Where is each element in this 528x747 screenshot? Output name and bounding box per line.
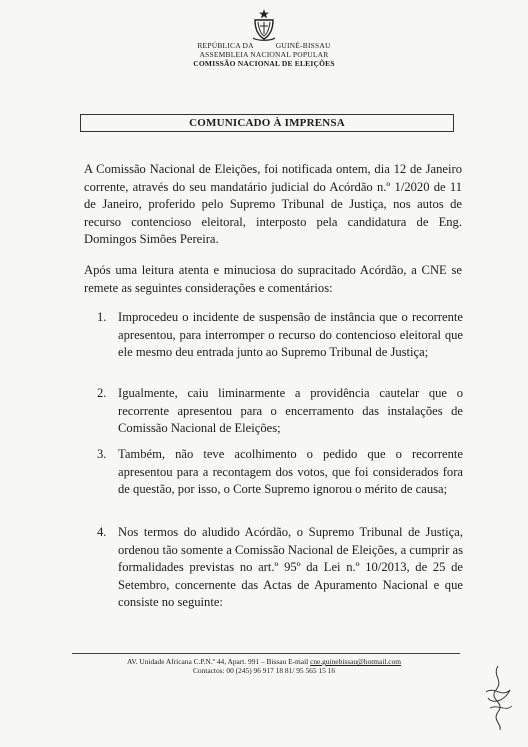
list-item-text: Nos termos do aludido Acórdão, o Supremo Tribunal de Justiça, ordenou tão somente a Comissão Nacional de Eleições, a cumprir as formalidades previstas no art.º 95º da Lei n.º 10/2013, de 25 de Setembro, concernente das Actas de Apuramento Nacional e que consiste no seguinte:	[118, 525, 463, 610]
paragraph-notification: A Comissão Nacional de Eleições, foi notificada ontem, dia 12 de Janeiro corrente, através do seu mandatário judicial do Acórdão n.º 1/2020 de 11 de Janeiro, proferido pelo Supremo Tribunal de Justiça, nos autos de recurso contencioso eleitoral, interposto pela candidatura de Eng. Domingos Simões Pereira.	[84, 162, 462, 247]
list-item-text: Igualmente, caiu liminarmente a providência cautelar que o recorrente apresentou para o encerramento das instalações de Comissão Nacional de Eleições;	[118, 386, 463, 436]
header-assembly: ASSEMBLEIA NACIONAL POPULAR	[199, 50, 329, 59]
list-item-number: 1.	[97, 310, 107, 324]
header-commission: COMISSÃO NACIONAL DE ELEIÇÕES	[193, 59, 335, 68]
paragraph-considerations: Após uma leitura atenta e minuciosa do supracitado Acórdão, a CNE se remete as seguintes considerações e comentários:	[84, 263, 462, 295]
list-item-number: 2.	[97, 386, 107, 400]
footer-divider	[72, 653, 460, 654]
list-item-number: 3.	[97, 447, 107, 461]
list-item-text: Também, não teve acolhimento o pedido que o recorrente apresentou para a recontagem dos votos, que foi considerados fora de questão, por isso, o Corte Supremo ignorou o mérito de causa;	[118, 447, 463, 497]
header-republic-left: REPÚBLICA DA	[197, 41, 254, 50]
document-title: COMUNICADO À IMPRENSA	[80, 114, 454, 132]
header-republic	[0, 42, 528, 50]
list-item-text: Improcedeu o incidente de suspensão de instância que o recorrente apresentou, para interromper o recurso do contencioso eleitoral que ele mesmo deu entrada junto ao Supremo Tribunal de Justiça;	[118, 310, 463, 360]
footer-address-text: AV. Unidade Africana C.P.N.º 44, Apart. 991 – Bissau E-mail	[126, 657, 309, 666]
handwritten-signature-icon	[478, 662, 518, 732]
footer-contacts: Contactos: 00 (245) 96 917 18 81/ 95 565 15 16	[192, 666, 336, 675]
header-republic-right: GUINÉ-BISSAU	[275, 41, 331, 50]
footer-email-link[interactable]: cne.guinebissau@hotmail.com	[310, 657, 402, 666]
coat-of-arms-icon	[251, 8, 277, 42]
list-item-number: 4.	[97, 525, 107, 539]
footer-address	[0, 658, 528, 665]
